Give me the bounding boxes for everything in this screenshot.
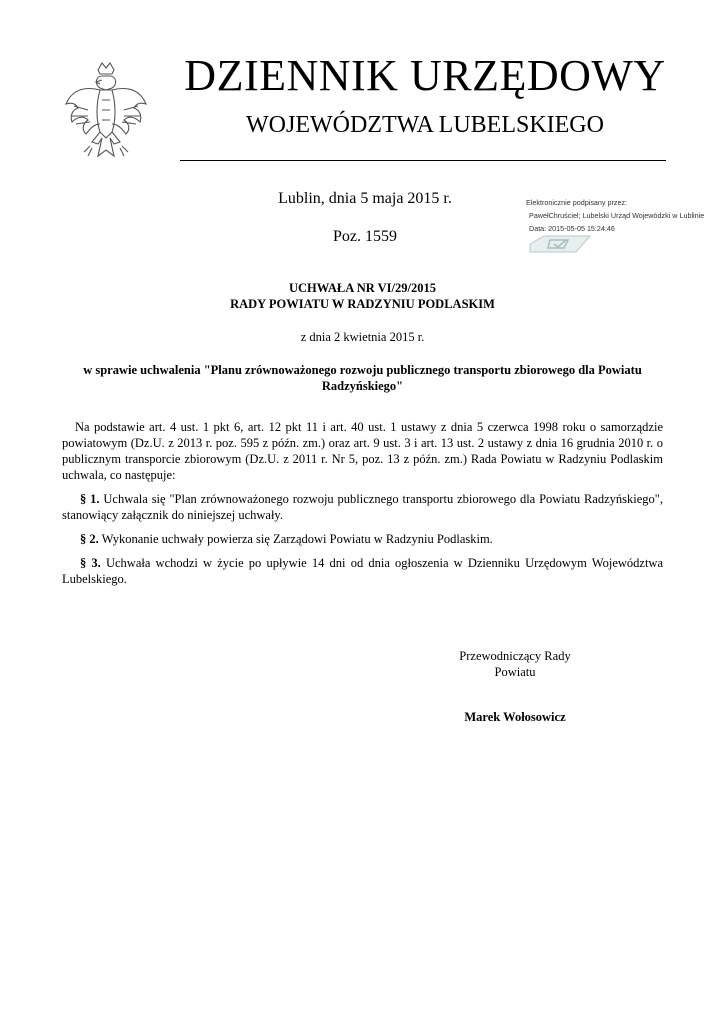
signature-date: Data: 2015-05-05 15:24:46: [529, 224, 615, 233]
resolution-number: UCHWAŁA NR VI/29/2015: [288, 281, 436, 295]
section-mark: § 2.: [80, 532, 99, 546]
signatory-role-line: Przewodniczący Rady: [459, 649, 571, 663]
section-mark: § 1.: [80, 492, 100, 506]
resolution-date: z dnia 2 kwietnia 2015 r.: [300, 330, 425, 344]
masthead-divider: [180, 160, 666, 161]
signature-signer: PawełChruściel; Lubelski Urząd Wojewódzki w Lublinie: [529, 211, 705, 220]
section-2: [62, 531, 663, 547]
section-1: [62, 491, 663, 523]
section-mark: § 3.: [80, 556, 101, 570]
issue-date: Lublin, dnia 5 maja 2015 r.: [278, 190, 452, 207]
signatory-role: [440, 648, 590, 680]
signatory-role-line: Powiatu: [494, 665, 536, 679]
section-text: Uchwała wchodzi w życie po upływie 14 dni od dnia ogłoszenia w Dzienniku Urzędowym Województwa Lubelskiego.: [62, 556, 664, 586]
section-text: Uchwala się "Plan zrównoważonego rozwoju publicznego transportu zbiorowego dla Powiatu Radzyńskiego", stanowiący załącznik do niniejszej uchwały.: [62, 492, 664, 522]
legal-basis-paragraph: Na podstawie art. 4 ust. 1 pkt 6, art. 12 pkt 11 i art. 40 ust. 1 ustawy z dnia 5 czerwca 1998 roku o samorządzie powiatowym (Dz.U. z 2013 r. poz. 595 z późn. zm.) oraz art. 9 ust. 3 i art. 13 ust. 2 ustawy z dnia 16 grudnia 2010 r. o publicznym transporcie zbiorowym (Dz.U. z 2011 r. Nr 5, poz. 13 z późn. zm.) Rada Powiatu w Radzyniu Podlaskim uchwala, co następuje:: [62, 420, 663, 482]
signatory-name: Marek Wołosowicz: [464, 710, 566, 724]
journal-title: DZIENNIK URZĘDOWY: [184, 51, 666, 100]
eagle-emblem-icon: [62, 60, 150, 162]
electronic-signature-stamp: [526, 196, 716, 235]
position-number: Poz. 1559: [333, 228, 397, 245]
resolution-body: [62, 419, 663, 595]
journal-subtitle: WOJEWÓDZTWA LUBELSKIEGO: [246, 112, 604, 138]
resolution-issuer: RADY POWIATU W RADZYNIU PODLASKIM: [230, 297, 495, 311]
signature-check-icon: [528, 234, 592, 254]
section-text: Wykonanie uchwały powierza się Zarządowi Powiatu w Radzyniu Podlaskim.: [98, 532, 493, 546]
resolution-subject: w sprawie uchwalenia "Planu zrównoważonego rozwoju publicznego transportu zbiorowego dla Powiatu Radzyńskiego": [83, 363, 642, 393]
signature-label: Elektronicznie podpisany przez:: [526, 198, 628, 207]
section-3: [62, 555, 663, 587]
